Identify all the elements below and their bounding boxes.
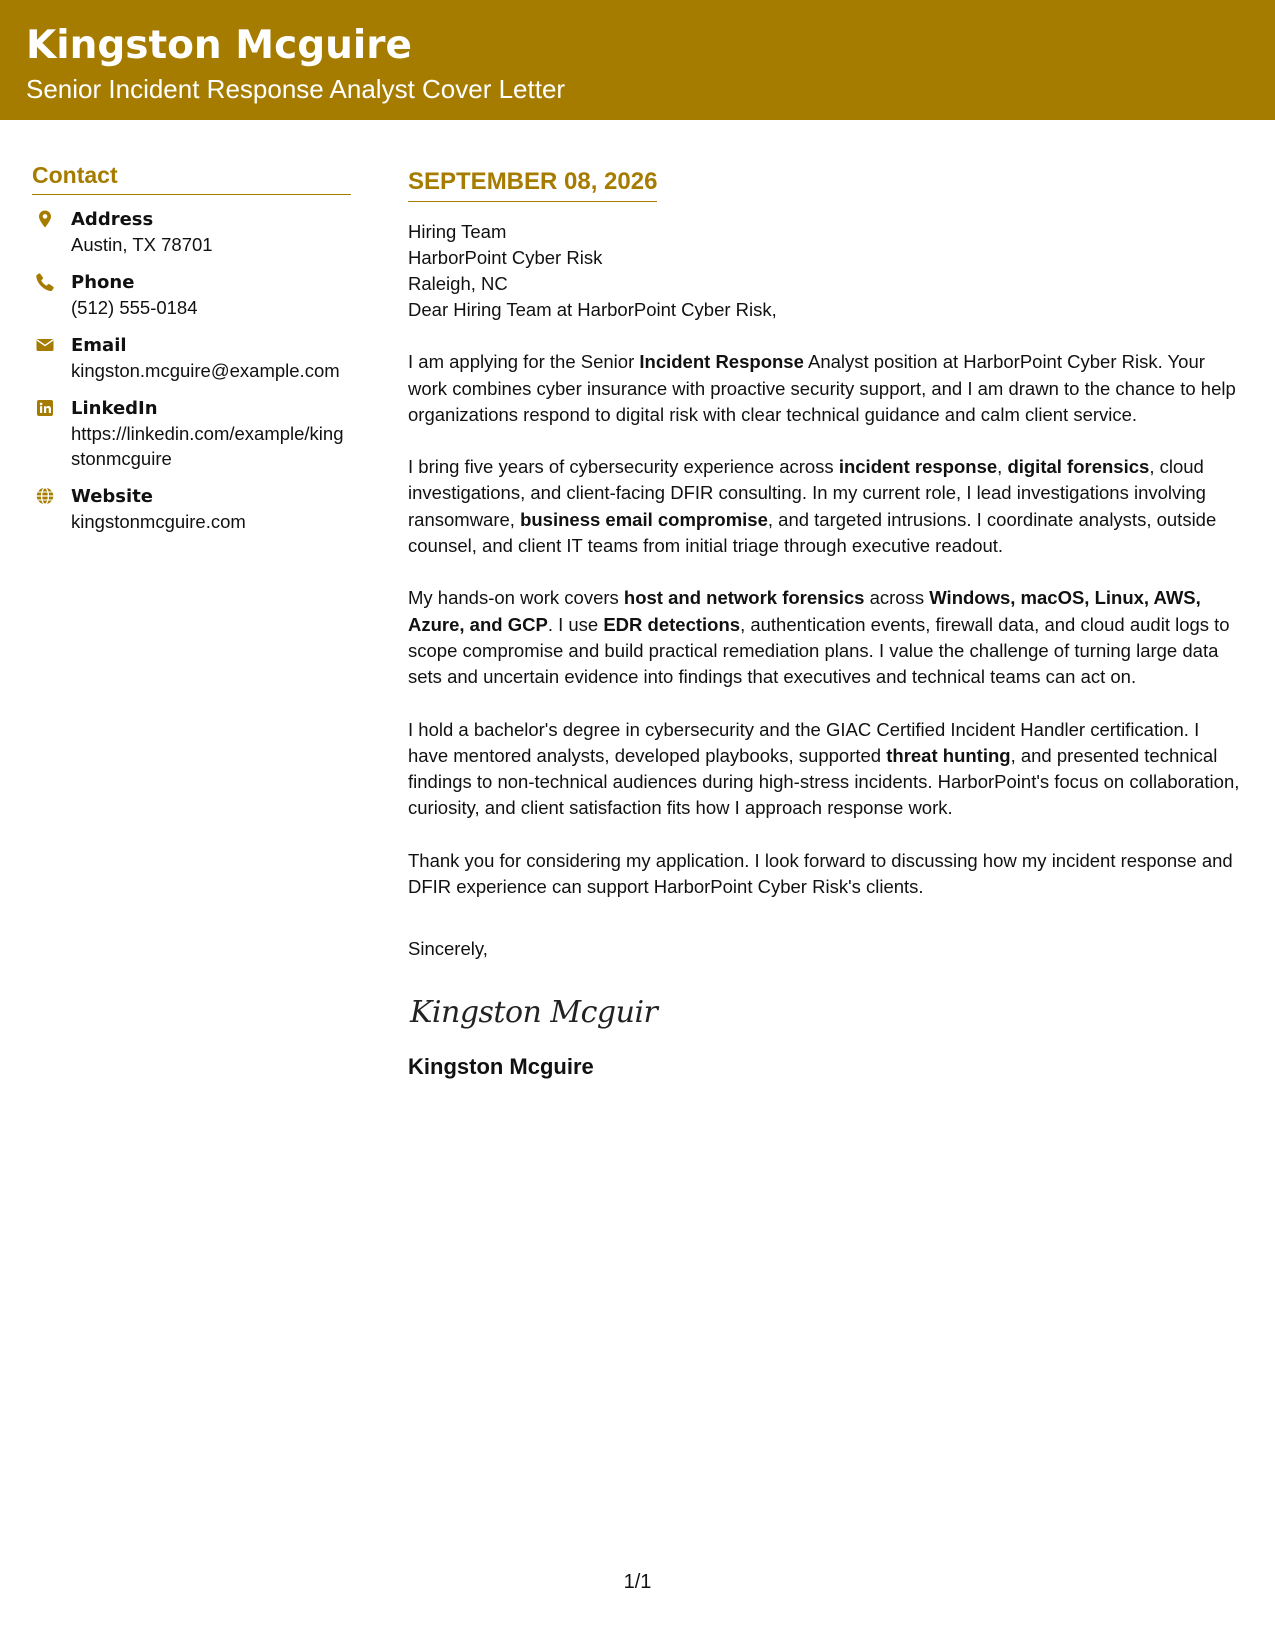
closing: Sincerely,	[408, 938, 488, 960]
salutation: Dear Hiring Team at HarborPoint Cyber Risk,	[408, 299, 777, 320]
phone-icon	[35, 272, 55, 292]
emphasis-text: digital forensics	[1007, 456, 1150, 478]
applicant-name: Kingston Mcguire	[26, 23, 412, 68]
document-subtitle: Senior Incident Response Analyst Cover Letter	[26, 74, 566, 104]
contact-item-address	[32, 207, 351, 257]
contact-label: Website	[71, 486, 154, 507]
paragraph-text: , and targeted intrusions. I coordinate analysts, outside counsel, and client IT teams from initial triage through executive readout.	[408, 508, 1217, 557]
emphasis-text: host and network forensics	[623, 587, 865, 609]
letter-paragraph	[408, 585, 1240, 690]
signature-image	[408, 982, 678, 1038]
letter-paragraph	[408, 454, 1240, 559]
paragraph-text: I bring five years of cybersecurity experience across	[408, 456, 839, 478]
emphasis-text: EDR detections	[603, 613, 741, 635]
map-pin-icon	[35, 209, 55, 229]
envelope-icon	[35, 335, 55, 355]
contact-value: (512) 555-0184	[71, 297, 198, 318]
page-number: 1/1	[623, 1571, 652, 1593]
contact-list	[32, 207, 351, 534]
contact-item-phone	[32, 270, 351, 320]
contact-item-website	[32, 484, 351, 534]
letter-paragraphs	[408, 349, 1240, 900]
signature-script: Kingston Mcguir	[410, 995, 658, 1031]
emphasis-text: Incident Response	[639, 351, 804, 373]
emphasis-text: threat hunting	[886, 744, 1011, 766]
globe-icon	[35, 486, 55, 506]
recipient-line: Raleigh, NC	[408, 273, 508, 294]
paragraph-text: . I use	[547, 613, 604, 635]
contact-label: Phone	[71, 272, 135, 293]
contact-value: Austin, TX 78701	[71, 234, 213, 255]
recipient-block	[408, 219, 1240, 297]
paragraph-text: I am applying for the Senior	[408, 351, 640, 373]
contact-sidebar	[32, 160, 351, 547]
contact-label: LinkedIn	[71, 398, 158, 419]
letter-paragraph	[408, 717, 1240, 822]
letter-date: SEPTEMBER 08, 2026	[408, 166, 657, 202]
paragraph-text: , and presented technical findings to non-technical audiences during high-stress incidents. HarborPoint's focus on collaboration, curiosity, and client satisfaction fits how I approach response work.	[408, 744, 1240, 819]
paragraph-text: , authentication events, firewall data, and cloud audit logs to scope compromise and build practical remediation plans. I value the challenge of turning large data sets and uncertain evidence into findings that executives and technical teams can act on.	[408, 613, 1230, 688]
contact-heading: Contact	[32, 160, 351, 195]
recipient-line: Hiring Team	[408, 221, 507, 242]
letter-body	[408, 166, 1240, 1082]
letter-paragraph	[408, 848, 1240, 901]
contact-value[interactable]: kingston.mcguire@example.com	[71, 360, 340, 381]
contact-value[interactable]: https://linkedin.com/example/kingstonmcguire	[71, 423, 344, 469]
paragraph-text: across	[864, 587, 930, 609]
contact-value[interactable]: kingstonmcguire.com	[71, 511, 246, 532]
contact-label: Email	[71, 335, 127, 356]
linkedin-icon	[35, 398, 55, 418]
contact-item-linkedin	[32, 396, 351, 471]
paragraph-text: ,	[997, 456, 1008, 478]
paragraph-text: My hands-on work covers	[408, 587, 624, 609]
emphasis-text: incident response	[838, 456, 998, 478]
recipient-line: HarborPoint Cyber Risk	[408, 247, 603, 268]
signature-name: Kingston Mcguire	[408, 1054, 594, 1080]
emphasis-text: Windows, macOS, Linux, AWS, Azure, and GCP	[408, 587, 1201, 635]
paragraph-text: Thank you for considering my application. I look forward to discussing how my incident response and DFIR experience can support HarborPoint Cyber Risk's clients.	[408, 849, 1233, 898]
paragraph-text: I hold a bachelor's degree in cybersecurity and the GIAC Certified Incident Handler certification. I have mentored analysts, developed playbooks, supported	[408, 718, 1200, 766]
contact-label: Address	[71, 209, 154, 230]
emphasis-text: business email compromise	[520, 508, 768, 530]
letter-text	[408, 297, 1240, 900]
header-banner	[0, 0, 1275, 120]
letter-paragraph	[408, 349, 1240, 428]
paragraph-text: , cloud investigations, and client-facing DFIR consulting. In my current role, I lead investigations involving ransomware,	[408, 456, 1206, 530]
paragraph-text: Analyst position at HarborPoint Cyber Risk. Your work combines cyber insurance with proactive security support, and I am drawn to the chance to help organizations respond to digital risk with clear technical guidance and calm client service.	[408, 351, 1236, 425]
contact-item-email	[32, 333, 351, 383]
